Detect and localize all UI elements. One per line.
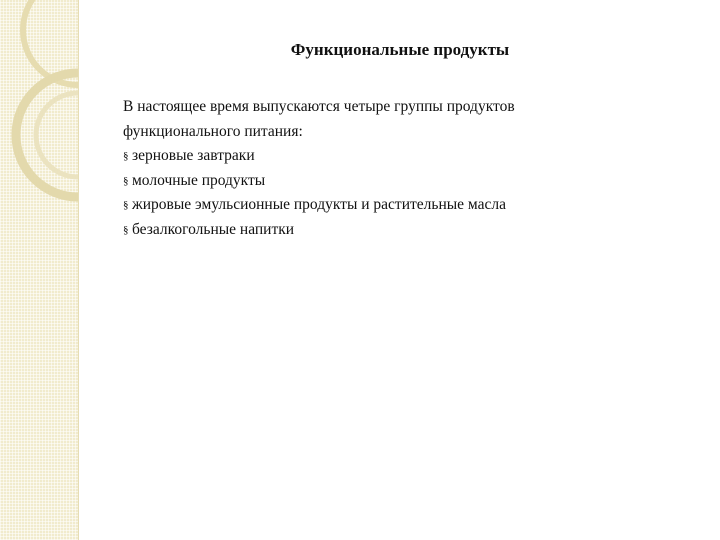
- list-item: [123, 169, 683, 194]
- slide-title: Функциональные продукты: [290, 40, 510, 59]
- list-item-text: жировые эмульсионные продукты и растительные масла: [132, 196, 506, 213]
- list-item-text: зерновые завтраки: [132, 147, 255, 164]
- list-item: [123, 193, 683, 218]
- list-item: [123, 144, 683, 169]
- list-item-text: молочные продукты: [132, 171, 266, 189]
- bullet-marker: §: [123, 150, 129, 162]
- intro-line-2: функционального питания:: [123, 122, 303, 140]
- bullet-marker: §: [123, 199, 129, 211]
- bullet-marker: §: [123, 223, 129, 236]
- list-item: [123, 218, 683, 243]
- product-groups-list: [123, 144, 683, 242]
- decorative-sidebar: [0, 0, 79, 540]
- slide-body: [123, 95, 683, 242]
- intro-line-1: В настоящее время выпускаются четыре группы продуктов: [123, 98, 515, 115]
- concentric-circles-decoration: [0, 0, 78, 540]
- bullet-marker: §: [123, 174, 129, 187]
- list-item-text: безалкогольные напитки: [132, 220, 295, 238]
